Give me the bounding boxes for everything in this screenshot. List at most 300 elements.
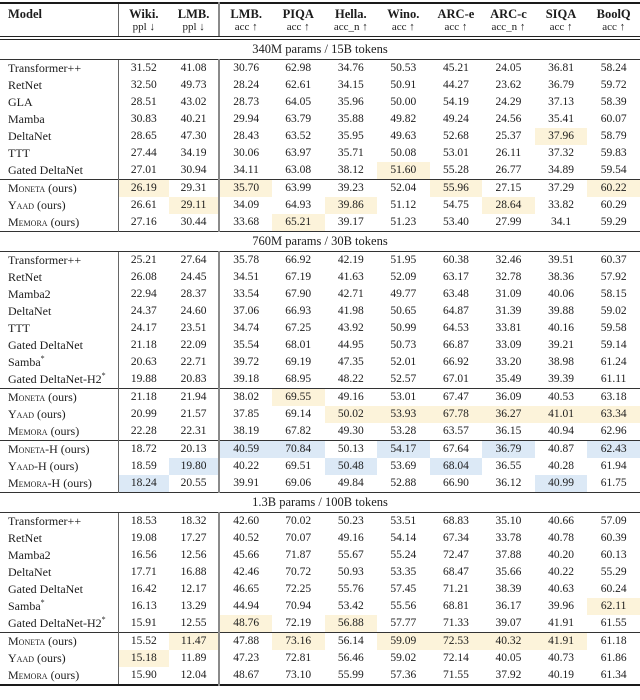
best-value-cell: 72.53: [430, 633, 483, 651]
value-cell: 51.12: [390, 199, 417, 211]
value-cell: 67.82: [285, 425, 312, 437]
value-cell: 70.02: [285, 515, 312, 527]
value-cell: 40.73: [548, 652, 574, 664]
column-label: SIQA: [545, 7, 577, 21]
value-cell: 71.21: [442, 583, 469, 595]
best-value-cell: 35.70: [219, 180, 272, 198]
value-cell: 52.88: [390, 477, 417, 489]
value-cell: 28.65: [130, 130, 157, 142]
model-name: Gated DeltaNet-H2*: [0, 371, 118, 389]
section-title: 1.3B params / 100B tokens: [0, 493, 640, 513]
column-header-siqa-9: [535, 3, 588, 38]
value-cell: 51.23: [390, 216, 417, 228]
column-header-wino--6: [377, 3, 430, 38]
value-cell: 29.31: [169, 180, 220, 198]
table-row: [0, 389, 640, 407]
value-cell: 27.64: [169, 252, 220, 270]
model-name: DeltaNet: [0, 564, 118, 581]
column-label: ARC-e: [437, 7, 475, 21]
value-cell: 54.75: [442, 199, 469, 211]
best-value-cell: 65.21: [272, 214, 325, 232]
table-row: [0, 77, 640, 94]
value-cell: 52.68: [442, 130, 469, 142]
value-cell: 70.72: [285, 566, 312, 578]
value-cell: 59.54: [600, 164, 627, 176]
value-cell: 58.24: [600, 62, 627, 74]
value-cell: 12.17: [169, 581, 220, 598]
value-cell: 64.87: [442, 305, 469, 317]
table-row: [0, 650, 640, 667]
value-cell: 39.21: [548, 339, 574, 351]
value-cell: 66.93: [285, 305, 312, 317]
model-name: Mamba2: [0, 547, 118, 564]
value-cell: 59.02: [390, 652, 417, 664]
table-row: [0, 441, 640, 459]
value-cell: 72.14: [442, 652, 469, 664]
value-cell: 37.13: [548, 96, 574, 108]
column-metric-label: acc_n ↑: [333, 21, 368, 33]
best-value-cell: 60.22: [587, 180, 640, 198]
value-cell: 60.39: [600, 532, 627, 544]
value-cell: 68.47: [442, 566, 469, 578]
value-cell: 36.09: [482, 389, 535, 407]
table-row: [0, 111, 640, 128]
value-cell: 47.88: [219, 633, 272, 651]
value-cell: 33.82: [548, 199, 574, 211]
value-cell: 67.47: [430, 389, 483, 407]
table-row: [0, 423, 640, 441]
value-cell: 22.71: [169, 354, 220, 371]
value-cell: 33.78: [495, 532, 522, 544]
column-label: Model: [8, 7, 43, 21]
value-cell: 67.19: [285, 271, 312, 283]
value-cell: 26.11: [495, 147, 522, 159]
column-header-boolq-10: [587, 3, 640, 38]
value-cell: 51.95: [390, 254, 417, 266]
value-cell: 52.04: [377, 180, 430, 198]
column-label: Wino.: [387, 7, 420, 21]
value-cell: 44.95: [337, 339, 364, 351]
value-cell: 39.18: [233, 373, 260, 385]
value-cell: 38.98: [548, 356, 574, 368]
value-cell: 40.53: [535, 389, 588, 407]
best-hybrid-value-cell: 40.59: [219, 441, 272, 459]
value-cell: 28.37: [169, 286, 220, 303]
value-cell: 52.01: [390, 356, 417, 368]
value-cell: 60.38: [442, 254, 469, 266]
column-metric-label: acc ↑: [602, 21, 626, 33]
value-cell: 24.56: [495, 113, 522, 125]
value-cell: 45.21: [442, 62, 469, 74]
value-cell: 27.16: [130, 216, 157, 228]
value-cell: 59.58: [600, 322, 627, 334]
value-cell: 58.15: [600, 288, 627, 300]
value-cell: 15.52: [118, 633, 169, 651]
model-name: DeltaNet: [0, 303, 118, 320]
best-value-cell: 37.96: [535, 128, 588, 145]
model-name: RetNet: [0, 530, 118, 547]
value-cell: 72.81: [285, 652, 312, 664]
section-header-row: [0, 493, 640, 513]
table-row: [0, 371, 640, 389]
value-cell: 63.08: [285, 164, 312, 176]
value-cell: 38.36: [548, 271, 574, 283]
value-cell: 41.91: [548, 617, 574, 629]
value-cell: 60.37: [600, 254, 627, 266]
column-header-hella--5: [325, 3, 378, 38]
model-name: Transformer++: [0, 252, 118, 270]
column-header-arc-c-8: [482, 3, 535, 38]
best-value-cell: 55.96: [430, 180, 483, 198]
value-cell: 39.17: [337, 216, 364, 228]
value-cell: 66.90: [442, 477, 469, 489]
value-cell: 34.89: [548, 164, 574, 176]
model-name-smallcaps: Memora-H: [8, 476, 61, 490]
table-row: [0, 547, 640, 564]
value-cell: 18.72: [118, 441, 169, 459]
best-value-cell: 26.19: [118, 180, 169, 198]
value-cell: 18.53: [130, 515, 157, 527]
value-cell: 33.20: [495, 356, 522, 368]
value-cell: 41.63: [337, 271, 364, 283]
value-cell: 63.97: [285, 147, 312, 159]
value-cell: 37.32: [548, 147, 574, 159]
value-cell: 42.60: [233, 515, 260, 527]
best-value-cell: 41.01: [535, 406, 588, 423]
model-name: Memora (ours): [0, 423, 118, 441]
value-cell: 70.94: [285, 600, 312, 612]
value-cell: 27.44: [130, 147, 157, 159]
value-cell: 68.81: [442, 600, 469, 612]
table-row: [0, 180, 640, 198]
best-value-cell: 40.32: [482, 633, 535, 651]
value-cell: 38.19: [233, 425, 260, 437]
value-cell: 49.30: [337, 425, 364, 437]
best-value-cell: 53.93: [377, 406, 430, 423]
best-value-cell: 15.18: [118, 650, 169, 667]
value-cell: 40.28: [548, 460, 574, 472]
value-cell: 35.96: [337, 96, 364, 108]
model-name: RetNet: [0, 77, 118, 94]
table-row: [0, 162, 640, 180]
value-cell: 46.65: [233, 583, 260, 595]
column-header-wiki--1: [118, 3, 169, 38]
value-cell: 24.60: [169, 303, 220, 320]
value-cell: 27.99: [495, 216, 522, 228]
value-cell: 30.76: [233, 62, 260, 74]
value-cell: 37.06: [233, 305, 260, 317]
value-cell: 44.27: [442, 79, 469, 91]
value-cell: 39.23: [325, 180, 378, 198]
value-cell: 53.35: [390, 566, 417, 578]
best-value-cell: 50.02: [325, 406, 378, 423]
value-cell: 62.61: [285, 79, 312, 91]
value-cell: 64.05: [285, 96, 312, 108]
value-cell: 16.56: [130, 549, 157, 561]
value-cell: 36.15: [495, 425, 522, 437]
value-cell: 47.30: [169, 128, 220, 145]
value-cell: 26.08: [130, 271, 157, 283]
table-row: [0, 458, 640, 475]
value-cell: 31.09: [495, 288, 522, 300]
value-cell: 31.52: [130, 62, 157, 74]
best-value-cell: 41.91: [535, 633, 588, 651]
value-cell: 28.43: [233, 130, 260, 142]
value-cell: 61.11: [600, 373, 627, 385]
value-cell: 67.25: [285, 322, 312, 334]
value-cell: 39.39: [548, 373, 574, 385]
value-cell: 35.41: [548, 113, 574, 125]
model-name-smallcaps: Yaad: [8, 407, 34, 421]
value-cell: 35.54: [233, 339, 260, 351]
value-cell: 59.83: [600, 147, 627, 159]
value-cell: 28.73: [233, 96, 260, 108]
value-cell: 70.07: [285, 532, 312, 544]
value-cell: 62.98: [285, 62, 312, 74]
best-value-cell: 51.60: [377, 162, 430, 180]
value-cell: 71.33: [442, 617, 469, 629]
model-name-smallcaps: Moneta: [8, 390, 46, 404]
value-cell: 49.16: [337, 532, 364, 544]
value-cell: 34.51: [233, 271, 260, 283]
model-name: Memora-H (ours): [0, 475, 118, 493]
value-cell: 57.45: [390, 583, 417, 595]
value-cell: 33.68: [233, 216, 260, 228]
value-cell: 29.94: [233, 113, 260, 125]
value-cell: 39.96: [548, 600, 574, 612]
table-header: [0, 3, 640, 38]
value-cell: 24.45: [169, 269, 220, 286]
value-cell: 18.32: [169, 513, 220, 531]
value-cell: 12.55: [169, 615, 220, 633]
table-row: [0, 598, 640, 615]
value-cell: 60.24: [600, 583, 627, 595]
column-metric-label: acc ↑: [549, 21, 573, 33]
value-cell: 36.79: [548, 79, 574, 91]
model-name: Yaad (ours): [0, 650, 118, 667]
value-cell: 23.51: [169, 320, 220, 337]
value-cell: 22.31: [169, 423, 220, 441]
value-cell: 48.67: [233, 669, 260, 681]
model-name-smallcaps: Memora: [8, 424, 48, 438]
value-cell: 71.55: [442, 669, 469, 681]
model-name: Yaad (ours): [0, 197, 118, 214]
value-cell: 63.79: [285, 113, 312, 125]
column-header-lmb--2: [169, 3, 220, 38]
table-row: [0, 286, 640, 303]
model-name-smallcaps: Yaad: [8, 198, 34, 212]
value-cell: 16.88: [169, 564, 220, 581]
value-cell: 44.94: [233, 600, 260, 612]
value-cell: 24.17: [130, 322, 157, 334]
value-cell: 37.92: [495, 669, 522, 681]
value-cell: 55.67: [337, 549, 364, 561]
value-cell: 39.07: [495, 617, 522, 629]
table-row: [0, 128, 640, 145]
best-value-cell: 73.16: [272, 633, 325, 651]
value-cell: 40.22: [548, 566, 574, 578]
value-cell: 45.66: [233, 549, 260, 561]
model-name: Mamba: [0, 111, 118, 128]
value-cell: 72.19: [285, 617, 312, 629]
column-metric-label: ppl ↓: [182, 21, 205, 33]
value-cell: 57.36: [390, 669, 417, 681]
value-cell: 22.94: [130, 288, 157, 300]
footnote-asterisk: *: [40, 598, 45, 607]
value-cell: 16.42: [130, 583, 157, 595]
value-cell: 12.04: [169, 667, 220, 685]
value-cell: 55.29: [600, 566, 627, 578]
column-metric-label: [8, 21, 118, 34]
best-value-cell: 63.34: [587, 406, 640, 423]
value-cell: 54.19: [442, 96, 469, 108]
value-cell: 55.76: [337, 583, 364, 595]
model-name: Yaad-H (ours): [0, 458, 118, 475]
value-cell: 40.94: [548, 425, 574, 437]
column-label: BoolQ: [596, 7, 631, 21]
value-cell: 13.29: [169, 598, 220, 615]
column-label: PIQA: [282, 7, 314, 21]
value-cell: 35.95: [337, 130, 364, 142]
table-row: [0, 269, 640, 286]
value-cell: 24.05: [495, 62, 522, 74]
value-cell: 19.08: [130, 532, 157, 544]
table-row: [0, 214, 640, 232]
value-cell: 34.15: [337, 79, 364, 91]
value-cell: 59.14: [600, 339, 627, 351]
value-cell: 49.77: [390, 288, 417, 300]
value-cell: 64.93: [285, 199, 312, 211]
value-cell: 50.93: [337, 566, 364, 578]
value-cell: 38.02: [219, 389, 272, 407]
value-cell: 53.01: [377, 389, 430, 407]
table-row: [0, 475, 640, 493]
value-cell: 66.92: [442, 356, 469, 368]
value-cell: 50.13: [325, 441, 378, 459]
value-cell: 68.01: [285, 339, 312, 351]
value-cell: 49.84: [337, 477, 364, 489]
table-row: [0, 513, 640, 531]
value-cell: 47.35: [337, 356, 364, 368]
value-cell: 68.83: [442, 515, 469, 527]
footnote-asterisk: *: [101, 615, 106, 624]
best-value-cell: 62.11: [587, 598, 640, 615]
value-cell: 61.18: [587, 633, 640, 651]
value-cell: 50.73: [390, 339, 417, 351]
table-row: [0, 252, 640, 270]
value-cell: 63.48: [442, 288, 469, 300]
value-cell: 63.57: [442, 425, 469, 437]
footnote-asterisk: *: [40, 354, 45, 363]
value-cell: 68.95: [285, 373, 312, 385]
value-cell: 25.37: [495, 130, 522, 142]
model-name-smallcaps: Memora: [8, 668, 48, 682]
value-cell: 53.42: [337, 600, 364, 612]
value-cell: 63.17: [442, 271, 469, 283]
value-cell: 63.18: [587, 389, 640, 407]
value-cell: 33.81: [495, 322, 522, 334]
value-cell: 42.46: [233, 566, 260, 578]
model-name: Moneta (ours): [0, 633, 118, 651]
value-cell: 67.01: [442, 373, 469, 385]
value-cell: 33.54: [233, 288, 260, 300]
value-cell: 39.88: [548, 305, 574, 317]
value-cell: 27.01: [130, 164, 157, 176]
value-cell: 24.37: [130, 305, 157, 317]
model-name: Moneta (ours): [0, 180, 118, 198]
value-cell: 31.39: [495, 305, 522, 317]
value-cell: 34.09: [233, 199, 260, 211]
model-name: Yaad (ours): [0, 406, 118, 423]
value-cell: 37.88: [495, 549, 522, 561]
value-cell: 41.98: [337, 305, 364, 317]
value-cell: 52.09: [390, 271, 417, 283]
value-cell: 67.34: [442, 532, 469, 544]
value-cell: 53.40: [442, 216, 469, 228]
value-cell: 12.56: [169, 547, 220, 564]
value-cell: 17.27: [169, 530, 220, 547]
benchmark-results-table: [0, 2, 640, 686]
value-cell: 72.47: [442, 549, 469, 561]
model-name: Gated DeltaNet-H2*: [0, 615, 118, 633]
best-hybrid-value-cell: 70.84: [272, 441, 325, 459]
value-cell: 39.51: [548, 254, 574, 266]
model-name-smallcaps: Moneta: [8, 634, 46, 648]
value-cell: 21.18: [118, 389, 169, 407]
value-cell: 52.57: [390, 373, 417, 385]
value-cell: 49.24: [442, 113, 469, 125]
table-row: [0, 94, 640, 111]
value-cell: 20.13: [169, 441, 220, 459]
value-cell: 48.22: [337, 373, 364, 385]
value-cell: 53.69: [390, 460, 417, 472]
value-cell: 39.72: [233, 356, 260, 368]
table-row: [0, 581, 640, 598]
value-cell: 40.52: [233, 532, 260, 544]
footnote-asterisk: *: [101, 371, 106, 380]
value-cell: 59.72: [600, 79, 627, 91]
value-cell: 50.53: [390, 62, 417, 74]
model-name: DeltaNet: [0, 128, 118, 145]
model-name: Gated DeltaNet: [0, 581, 118, 598]
best-value-cell: 67.78: [430, 406, 483, 423]
best-value-cell: 11.47: [169, 633, 220, 651]
value-cell: 35.88: [337, 113, 364, 125]
column-metric-label: acc ↑: [391, 21, 415, 33]
value-cell: 20.83: [169, 371, 220, 389]
column-metric-label: acc ↑: [234, 21, 258, 33]
value-cell: 20.63: [130, 356, 157, 368]
value-cell: 40.78: [548, 532, 574, 544]
value-cell: 50.00: [390, 96, 417, 108]
value-cell: 26.77: [495, 164, 522, 176]
table-row: [0, 633, 640, 651]
value-cell: 55.28: [442, 164, 469, 176]
value-cell: 60.07: [600, 113, 627, 125]
value-cell: 57.77: [390, 617, 417, 629]
value-cell: 40.06: [548, 288, 574, 300]
table-row: [0, 667, 640, 685]
value-cell: 61.24: [600, 356, 627, 368]
value-cell: 42.19: [337, 254, 364, 266]
value-cell: 19.88: [130, 373, 157, 385]
value-cell: 21.94: [169, 389, 220, 407]
best-hybrid-value-cell: 50.48: [325, 458, 378, 475]
value-cell: 50.99: [390, 322, 417, 334]
value-cell: 23.62: [495, 79, 522, 91]
value-cell: 49.73: [169, 77, 220, 94]
value-cell: 30.94: [169, 162, 220, 180]
